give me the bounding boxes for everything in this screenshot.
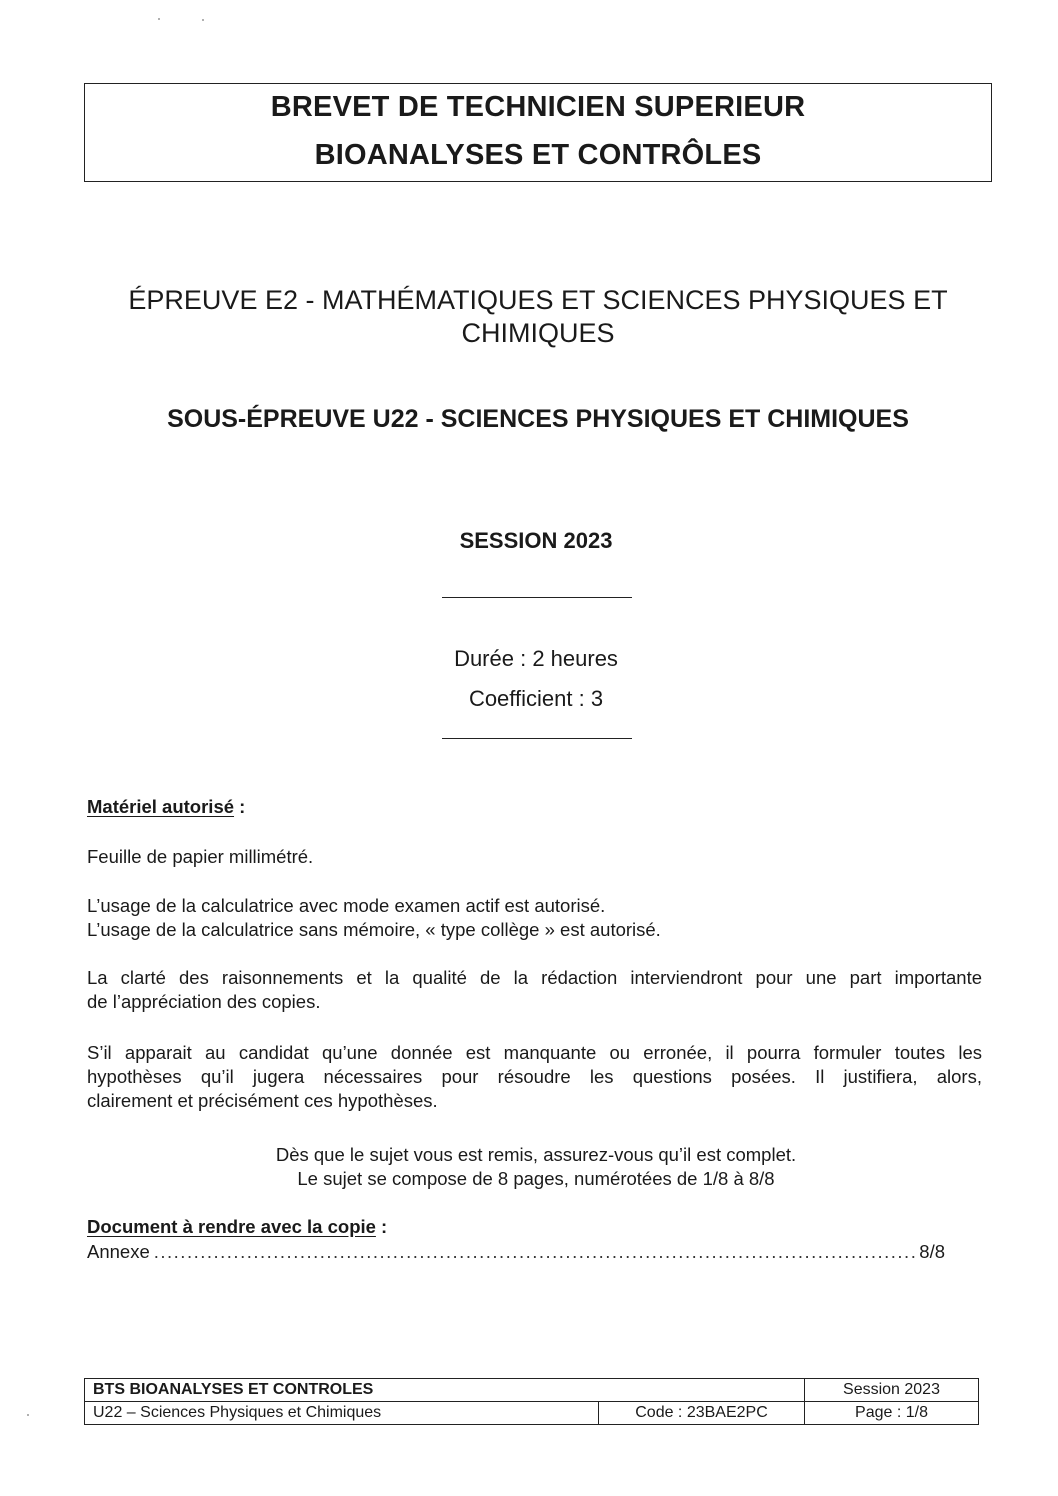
footer-row (85, 1402, 979, 1425)
scan-speck (202, 19, 204, 21)
paragraph-line: L’usage de la calculatrice avec mode examen actif est autorisé. (87, 895, 606, 916)
epreuve-title-line2: CHIMIQUES (461, 318, 615, 348)
materiel-heading-text: Matériel autorisé (87, 796, 235, 817)
paragraph-line: hypothèses qu’il jugera nécessaires pour résoudre les questions posées. Il justifiera, alors, (87, 1066, 982, 1087)
footer-table (84, 1378, 979, 1425)
footer-row (85, 1379, 979, 1402)
exam-specialty: BIOANALYSES ET CONTRÔLES (314, 139, 762, 171)
paragraph-line: S’il apparait au candidat qu’une donnée est manquante ou erronée, il pourra formuler toutes les (87, 1042, 982, 1063)
dot-leader (154, 1241, 916, 1263)
divider (442, 738, 632, 739)
footer-title: BTS BIOANALYSES ET CONTROLES (85, 1379, 805, 1402)
footer-session: Session 2023 (805, 1379, 979, 1402)
annexe-entry (87, 1241, 945, 1263)
scan-speck (158, 18, 160, 20)
heading-colon: : (234, 796, 246, 817)
paragraph-line: Feuille de papier millimétré. (87, 846, 314, 867)
exam-title: BREVET DE TECHNICIEN SUPERIEUR (270, 91, 806, 123)
sous-epreuve-title: SOUS-ÉPREUVE U22 - SCIENCES PHYSIQUES ET CHIMIQUES (167, 405, 909, 433)
epreuve-title-line1: ÉPREUVE E2 - MATHÉMATIQUES ET SCIENCES PHYSIQUES ET (128, 285, 948, 315)
paragraph-line: de l’appréciation des copies. (87, 991, 321, 1012)
scan-speck (27, 1414, 29, 1416)
footer-code: Code : 23BAE2PC (599, 1402, 805, 1425)
document-heading-text: Document à rendre avec la copie (87, 1216, 376, 1237)
paragraph-line: clairement et précisément ces hypothèses. (87, 1090, 438, 1111)
exam-title-box (84, 83, 992, 182)
annexe-page: 8/8 (919, 1241, 945, 1262)
duration: Durée : 2 heures (454, 646, 618, 671)
paragraph-line: L’usage de la calculatrice sans mémoire, « type collège » est autorisé. (87, 919, 661, 940)
paragraph-paper (87, 845, 982, 869)
paragraph-clarity (87, 966, 982, 1014)
completeness-note (0, 1143, 1058, 1191)
paragraph-line: La clarté des raisonnements et la qualité de la rédaction interviendront pour une part importante (87, 967, 982, 988)
coefficient: Coefficient : 3 (468, 686, 604, 711)
materiel-heading (87, 796, 245, 818)
paragraph-calculator (87, 894, 982, 942)
heading-colon: : (375, 1216, 388, 1237)
footer-subject: U22 – Sciences Physiques et Chimiques (85, 1402, 599, 1425)
paragraph-hypotheses (87, 1041, 982, 1113)
session-label: SESSION 2023 (459, 528, 613, 553)
annexe-label: Annexe (87, 1241, 150, 1262)
divider (442, 597, 632, 598)
document-heading (87, 1216, 387, 1238)
note-line: Dès que le sujet vous est remis, assurez-vous qu’il est complet. (275, 1144, 797, 1165)
epreuve-title (84, 284, 992, 350)
footer-page: Page : 1/8 (805, 1402, 979, 1425)
note-line: Le sujet se compose de 8 pages, numérotées de 1/8 à 8/8 (297, 1168, 775, 1189)
